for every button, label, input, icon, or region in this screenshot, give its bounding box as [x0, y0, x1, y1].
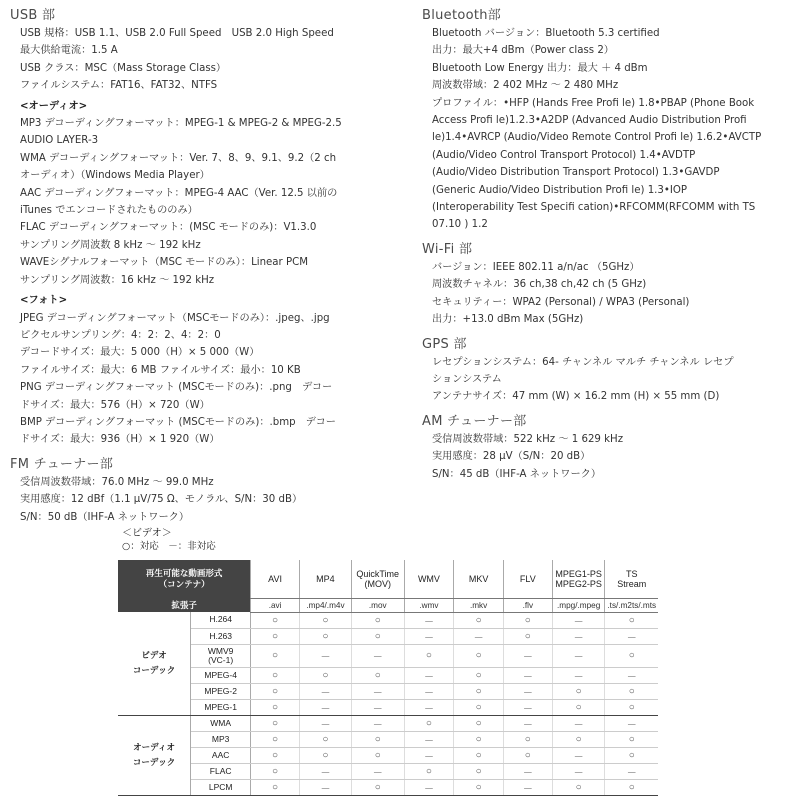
support-mark: － — [351, 715, 404, 731]
codec-name — [191, 683, 251, 699]
support-mark: ○ — [404, 715, 454, 731]
support-mark: － — [552, 763, 605, 779]
spec-line: le)1.4•AVRCP (Audio/Video Remote Control Profi le) 1.6.2•AVCTP — [432, 132, 762, 144]
spec-line: オーディオ）（Windows Media Player） — [20, 170, 210, 182]
usb-audio-lines — [20, 115, 402, 289]
support-mark: － — [503, 763, 552, 779]
support-mark: ○ — [404, 644, 454, 667]
spec-line: JPEG デコーディングフォーマット（MSCモードのみ）：.jpeg、.jpg — [20, 312, 330, 324]
support-mark: － — [503, 644, 552, 667]
support-mark: ○ — [454, 644, 503, 667]
format-name: (MOV) — [364, 578, 391, 589]
support-mark: ○ — [351, 747, 404, 763]
usb-spec-lines — [20, 25, 402, 95]
support-mark: ○ — [605, 644, 658, 667]
codec-name-line: LPCM — [208, 781, 233, 792]
support-mark: － — [404, 612, 454, 628]
gps-section — [422, 335, 792, 406]
format-extension: .mov — [351, 598, 404, 612]
format-header — [552, 560, 605, 598]
support-mark: － — [503, 683, 552, 699]
table-corner-header — [118, 560, 251, 598]
support-mark: － — [552, 747, 605, 763]
spec-line: ピクセルサンプリング：4：2：2、4：2：0 — [20, 329, 221, 341]
format-header — [605, 560, 658, 598]
support-mark: ○ — [552, 699, 605, 715]
bluetooth-heading: Bluetooth部 — [422, 8, 502, 23]
spec-line: S/N：50 dB（IHF-A ネットワーク） — [20, 511, 190, 523]
spec-line: サンプリング周波数 8 kHz ～ 192 kHz — [20, 239, 201, 251]
format-header — [299, 560, 351, 598]
spec-line: USB クラス：MSC（Mass Storage Class） — [20, 62, 227, 74]
table-row — [118, 747, 658, 763]
spec-line: アンテナサイズ：47 mm (W) × 16.2 mm (H) × 55 mm (D) — [432, 391, 720, 403]
format-name: TS — [625, 568, 638, 579]
support-mark: ○ — [503, 747, 552, 763]
support-mark: ○ — [251, 747, 300, 763]
support-mark: － — [404, 667, 454, 683]
format-name: MP4 — [316, 573, 335, 584]
support-mark: ○ — [454, 779, 503, 795]
video-format-table — [118, 560, 658, 796]
spec-line: USB 規格：USB 1.1、USB 2.0 Full Speed USB 2.0 High Speed — [20, 28, 334, 39]
codec-name — [191, 715, 251, 731]
support-mark: ○ — [454, 763, 503, 779]
table-row — [118, 667, 658, 683]
table-row — [118, 612, 658, 628]
left-column — [10, 6, 402, 532]
support-mark: － — [299, 779, 351, 795]
video-legend: ○：対応 －：非対応 — [122, 541, 216, 552]
support-mark: ○ — [605, 612, 658, 628]
table-row — [118, 731, 658, 747]
support-mark: ○ — [605, 747, 658, 763]
bluetooth-spec-lines — [432, 25, 792, 234]
codec-name-line: H.264 — [209, 614, 232, 625]
support-mark: ○ — [251, 667, 300, 683]
support-mark: ○ — [251, 763, 300, 779]
codec-name-line: H.263 — [209, 630, 232, 641]
support-mark: － — [299, 715, 351, 731]
support-mark: ○ — [605, 699, 658, 715]
support-mark: ○ — [605, 683, 658, 699]
support-mark: － — [552, 715, 605, 731]
support-mark: － — [605, 715, 658, 731]
table-row — [118, 644, 658, 667]
support-mark: － — [404, 628, 454, 644]
spec-line: バージョン：IEEE 802.11 a/n/ac （5GHz） — [432, 261, 640, 273]
table-row — [118, 683, 658, 699]
spec-line: デコードサイズ：最大：5 000（H）× 5 000（W） — [20, 347, 260, 359]
usb-photo-lines — [20, 310, 402, 449]
fm-section — [10, 455, 402, 526]
spec-line: (Audio/Video Control Transport Protocol) 1.4•AVDTP — [432, 149, 696, 161]
spec-line: iTunes でエンコードされたもののみ） — [20, 205, 198, 217]
fm-heading: FM チューナー部 — [10, 456, 114, 472]
codec-name — [191, 644, 251, 667]
codec-name-line: FLAC — [209, 765, 232, 776]
spec-line: Bluetooth Low Energy 出力：最大 ＋ 4 dBm — [432, 62, 648, 74]
spec-line: Access Profi le)1.2.3•A2DP (Advanced Audio Distribution Profi — [432, 115, 747, 127]
format-name: MPEG1-PS — [555, 568, 602, 579]
codec-name-line: MPEG-2 — [204, 685, 237, 696]
support-mark: ○ — [251, 779, 300, 795]
usb-heading: USB 部 — [10, 8, 56, 23]
codec-name — [191, 699, 251, 715]
spec-line: (Interoperability Test Specifi cation)•RFCOMM(RFCOMM with TS — [432, 202, 756, 214]
table-row — [118, 699, 658, 715]
codec-name-line: WMA — [210, 717, 232, 728]
support-mark: ○ — [454, 731, 503, 747]
format-extension: .mp4/.m4v — [299, 598, 351, 612]
support-mark: ○ — [251, 699, 300, 715]
support-mark: － — [299, 683, 351, 699]
codec-name — [191, 763, 251, 779]
spec-line: 実用感度：28 µV（S/N：20 dB） — [432, 451, 591, 463]
codec-group-label-line: ビデオ — [141, 650, 167, 661]
am-section — [422, 412, 792, 483]
support-mark: － — [299, 763, 351, 779]
bluetooth-section — [422, 6, 792, 234]
spec-line: 受信周波数帯域：76.0 MHz ～ 99.0 MHz — [20, 476, 214, 488]
spec-line: MP3 デコーディングフォーマット：MPEG-1 & MPEG-2 & MPEG-2.5 — [20, 118, 342, 130]
format-extension: .wmv — [404, 598, 454, 612]
support-mark: ○ — [454, 667, 503, 683]
spec-line: WMA デコーディングフォーマット：Ver. 7、8、9、9.1、9.2（2 ch — [20, 152, 337, 164]
right-column — [422, 6, 792, 489]
support-mark: － — [605, 763, 658, 779]
support-mark: ○ — [454, 683, 503, 699]
codec-name-line: MP3 — [211, 733, 230, 744]
spec-line: セキュリティー：WPA2 (Personal) / WPA3 (Personal) — [432, 296, 690, 308]
spec-line: ファイルシステム：FAT16、FAT32、NTFS — [20, 80, 218, 92]
format-name: WMV — [417, 573, 440, 584]
codec-group-label-line: オーディオ — [133, 742, 175, 752]
format-extension: .mkv — [454, 598, 503, 612]
support-mark: ○ — [299, 731, 351, 747]
spec-line: ファイルサイズ：最大：6 MB ファイルサイズ：最小：10 KB — [20, 364, 301, 376]
support-mark: ○ — [404, 763, 454, 779]
wifi-heading: Wi-Fi 部 — [422, 241, 473, 257]
codec-group-label-line: コーデック — [132, 665, 176, 676]
support-mark: ○ — [605, 731, 658, 747]
support-mark: ○ — [552, 779, 605, 795]
table-row — [118, 715, 658, 731]
support-mark: － — [351, 763, 404, 779]
spec-line: 受信周波数帯域：522 kHz ～ 1 629 kHz — [432, 433, 624, 445]
support-mark: － — [351, 699, 404, 715]
support-mark: － — [605, 667, 658, 683]
spec-line: 実用感度：12 dBf（1.1 µV/75 Ω、モノラル、S/N：30 dB） — [20, 494, 303, 506]
support-mark: ○ — [454, 699, 503, 715]
support-mark: ○ — [251, 731, 300, 747]
table-row — [118, 763, 658, 779]
support-mark: ○ — [454, 715, 503, 731]
support-mark: ○ — [552, 683, 605, 699]
codec-group-label — [118, 612, 191, 715]
support-mark: ○ — [503, 628, 552, 644]
am-spec-lines — [432, 431, 792, 483]
spec-line: 最大供給電流：1.5 A — [20, 45, 118, 57]
support-mark: － — [404, 731, 454, 747]
codec-name — [191, 628, 251, 644]
spec-line: AUDIO LAYER-3 — [20, 135, 99, 147]
format-extension: .ts/.m2ts/.mts — [605, 598, 658, 612]
codec-name-line: MPEG-4 — [204, 669, 237, 680]
gps-spec-lines — [432, 354, 792, 406]
support-mark: － — [299, 699, 351, 715]
support-mark: ○ — [351, 667, 404, 683]
usb-photo-subheading: <フォト> — [20, 295, 68, 307]
support-mark: ○ — [605, 779, 658, 795]
support-mark: － — [552, 612, 605, 628]
table-row — [118, 779, 658, 795]
codec-name — [191, 667, 251, 683]
codec-name-line: (VC-1) — [208, 654, 234, 665]
support-mark: ○ — [454, 747, 503, 763]
spec-line: ドサイズ：最大：576（H）× 720（W） — [20, 399, 210, 411]
support-mark: ○ — [299, 628, 351, 644]
format-header — [503, 560, 552, 598]
support-mark: － — [404, 747, 454, 763]
support-mark: － — [503, 715, 552, 731]
spec-line: 周波数帯域：2 402 MHz ～ 2 480 MHz — [432, 80, 619, 92]
spec-line: 出力：最大+4 dBm（Power class 2） — [432, 45, 614, 57]
spec-line: WAVEシグナルフォーマット（MSC モードのみ）：Linear PCM — [20, 257, 309, 269]
am-heading: AM チューナー部 — [422, 413, 527, 429]
support-mark: － — [351, 683, 404, 699]
codec-name — [191, 731, 251, 747]
usb-section — [10, 6, 402, 449]
table-row — [118, 628, 658, 644]
spec-line: ションシステム — [432, 373, 502, 385]
support-mark: ○ — [552, 731, 605, 747]
gps-heading: GPS 部 — [422, 336, 467, 352]
format-header — [351, 560, 404, 598]
support-mark: ○ — [454, 612, 503, 628]
format-header — [251, 560, 300, 598]
spec-line: (Audio/Video Distribution Transport Protocol) 1.3•GAVDP — [432, 167, 720, 179]
codec-name-line: MPEG-1 — [204, 701, 237, 712]
codec-name — [191, 612, 251, 628]
support-mark: ○ — [503, 731, 552, 747]
support-mark: ○ — [351, 628, 404, 644]
support-mark: ○ — [251, 644, 300, 667]
support-mark: ○ — [503, 612, 552, 628]
spec-line: レセプションシステム：64- チャンネル マルチ チャンネル レセプ — [432, 356, 734, 368]
wifi-section — [422, 240, 792, 329]
codec-name — [191, 747, 251, 763]
format-extension: .mpg/.mpeg — [552, 598, 605, 612]
format-name: MKV — [468, 573, 489, 584]
spec-line: AAC デコーディングフォーマット：MPEG-4 AAC（Ver. 12.5 以前の — [20, 187, 338, 199]
codec-name-line: AAC — [211, 749, 230, 760]
support-mark: ○ — [351, 731, 404, 747]
support-mark: － — [503, 699, 552, 715]
support-mark: － — [404, 683, 454, 699]
format-name: Stream — [617, 578, 647, 589]
format-extension: .avi — [251, 598, 300, 612]
video-section — [118, 527, 658, 796]
usb-audio-subheading: <オーディオ> — [20, 100, 88, 112]
wifi-spec-lines — [432, 259, 792, 329]
spec-line: BMP デコーディングフォーマット (MSCモードのみ)：.bmp デコー — [20, 416, 336, 428]
support-mark: － — [454, 628, 503, 644]
format-name: MPEG2-PS — [555, 578, 602, 589]
spec-line: 07.10 ) 1.2 — [432, 219, 488, 231]
format-header — [454, 560, 503, 598]
support-mark: － — [552, 644, 605, 667]
support-mark: － — [605, 628, 658, 644]
spec-line: Bluetooth バージョン：Bluetooth 5.3 certified — [432, 28, 660, 39]
spec-line: 周波数チャネル：36 ch,38 ch,42 ch (5 GHz) — [432, 279, 647, 291]
support-mark: ○ — [251, 612, 300, 628]
support-mark: － — [351, 644, 404, 667]
spec-line: (Generic Audio/Video Distribution Profi le) 1.3•IOP — [432, 184, 688, 196]
support-mark: ○ — [299, 667, 351, 683]
codec-name-line: WMV9 — [207, 645, 234, 656]
support-mark: ○ — [251, 715, 300, 731]
support-mark: － — [552, 628, 605, 644]
spec-line: プロファイル：•HFP (Hands Free Profi le) 1.8•PBAP (Phone Book — [432, 97, 755, 109]
spec-line: サンプリング周波数：16 kHz ～ 192 kHz — [20, 274, 215, 286]
support-mark: ○ — [251, 683, 300, 699]
spec-line: PNG デコーディングフォーマット (MSCモードのみ)：.png デコー — [20, 382, 333, 394]
spec-line: FLAC デコーディングフォーマット：(MSC モードのみ)：V1.3.0 — [20, 222, 317, 234]
codec-group-label-line: コーデック — [132, 757, 176, 767]
codec-name — [191, 779, 251, 795]
support-mark: － — [404, 779, 454, 795]
format-header — [404, 560, 454, 598]
support-mark: ○ — [251, 628, 300, 644]
spec-line: S/N：45 dB（IHF-A ネットワーク） — [432, 468, 602, 480]
extension-label: 拡張子 — [118, 598, 251, 612]
support-mark: － — [404, 699, 454, 715]
format-name: QuickTime — [356, 568, 400, 579]
codec-group-label — [118, 715, 191, 795]
spec-line: ドサイズ：最大：936（H）× 1 920（W） — [20, 434, 220, 446]
support-mark: ○ — [351, 779, 404, 795]
support-mark: － — [299, 644, 351, 667]
support-mark: － — [503, 667, 552, 683]
corner-label-line1: 再生可能な動画形式 — [145, 568, 223, 578]
support-mark: － — [503, 779, 552, 795]
fm-spec-lines — [20, 474, 402, 526]
support-mark: ○ — [351, 612, 404, 628]
corner-label-line2: （コンテナ） — [158, 579, 210, 589]
format-name: FLV — [519, 573, 536, 584]
format-extension: .flv — [503, 598, 552, 612]
format-name: AVI — [268, 573, 282, 584]
video-heading: ＜ビデオ＞ — [122, 528, 172, 539]
spec-line: 出力：+13.0 dBm Max (5GHz) — [432, 314, 584, 326]
support-mark: ○ — [299, 747, 351, 763]
support-mark: － — [552, 667, 605, 683]
support-mark: ○ — [299, 612, 351, 628]
